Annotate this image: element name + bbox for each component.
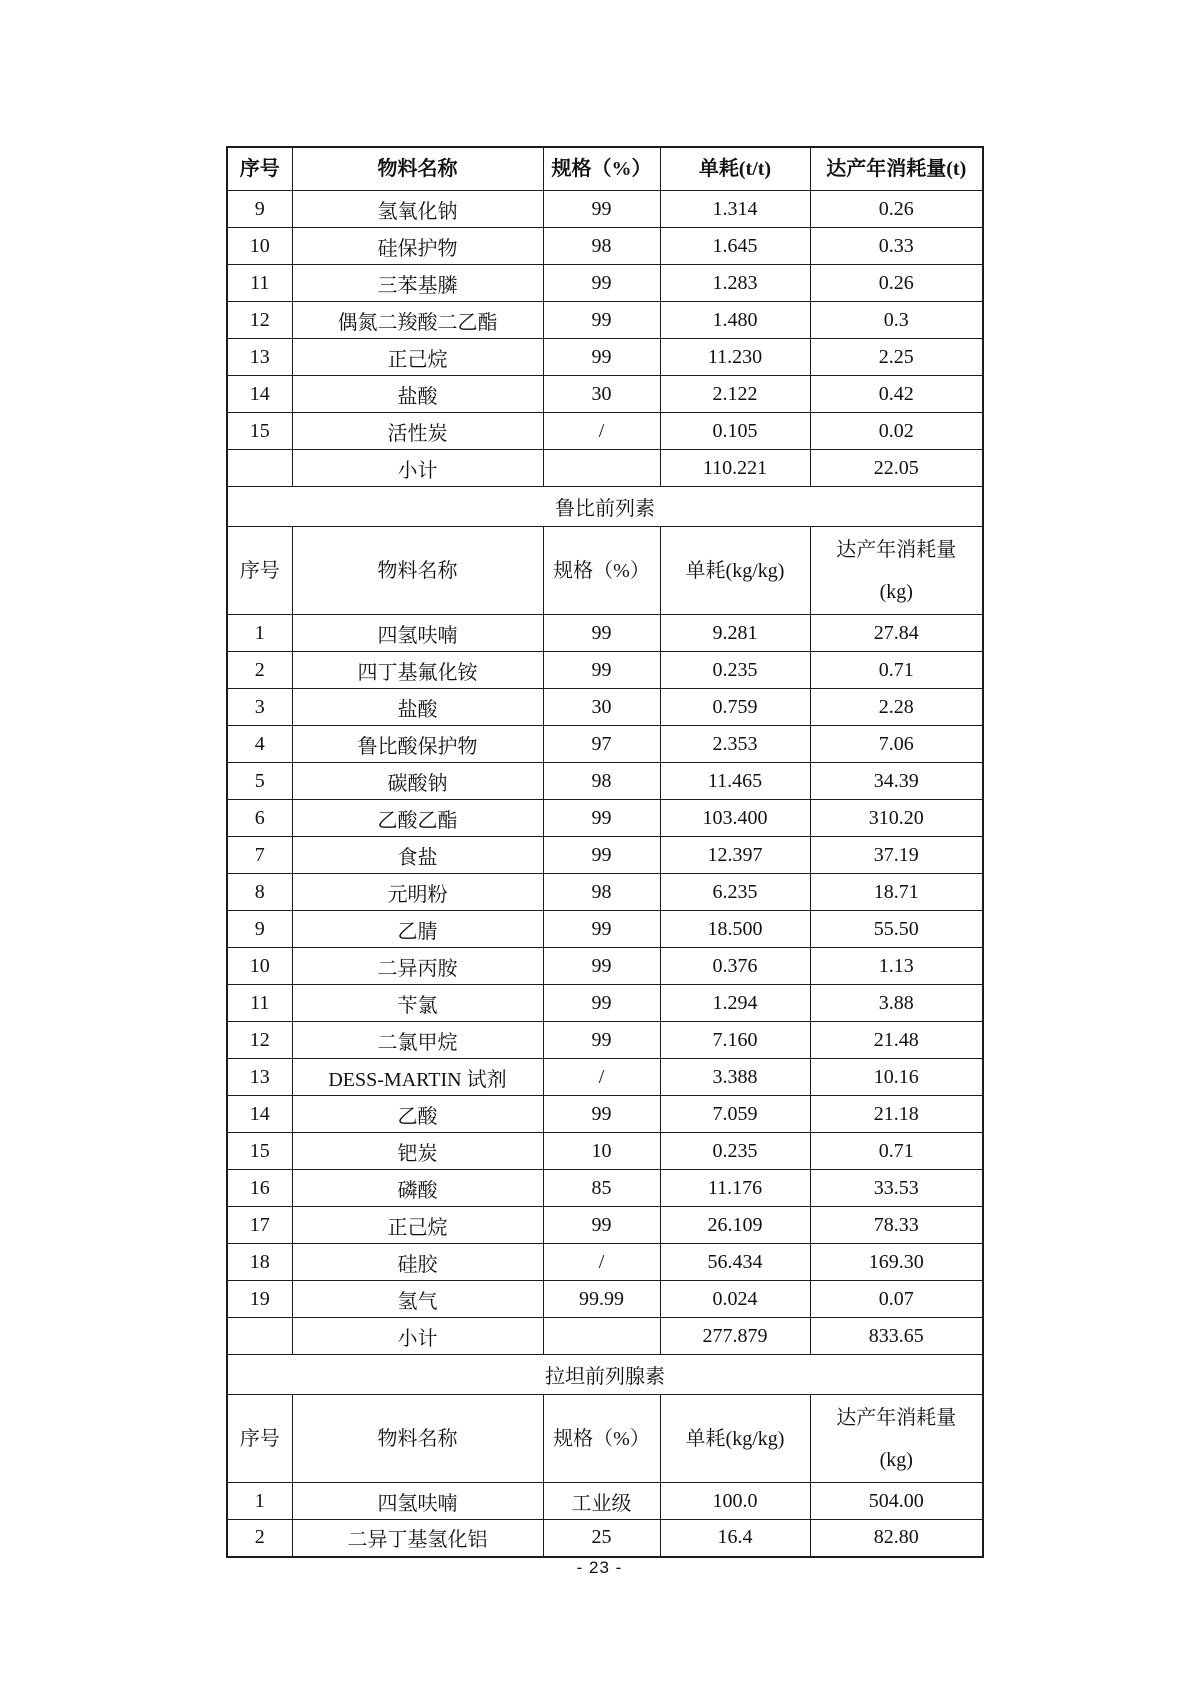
cell-unit-consumption: 1.283	[660, 265, 810, 302]
table-row	[227, 726, 983, 763]
section-title: 拉坦前列腺素	[227, 1355, 983, 1395]
cell-annual-consumption: 18.71	[810, 874, 983, 911]
table-row	[227, 191, 983, 228]
cell-material-name: 食盐	[292, 837, 543, 874]
cell-unit-consumption: 2.353	[660, 726, 810, 763]
section-title: 鲁比前列素	[227, 487, 983, 527]
cell-annual-consumption: 7.06	[810, 726, 983, 763]
cell-annual-consumption: 2.25	[810, 339, 983, 376]
cell-annual-consumption: 37.19	[810, 837, 983, 874]
section-title-row	[227, 487, 983, 527]
cell-annual-consumption: 504.00	[810, 1483, 983, 1520]
cell-material-name: 磷酸	[292, 1170, 543, 1207]
cell-annual-consumption: 33.53	[810, 1170, 983, 1207]
header-row	[227, 527, 983, 615]
cell-seq: 1	[227, 615, 292, 652]
header-line: 达产年消耗量	[836, 1406, 957, 1429]
cell-spec-percent: 99	[543, 911, 660, 948]
cell-unit-consumption: 277.879	[660, 1318, 810, 1355]
cell-material-name: 硅胶	[292, 1244, 543, 1281]
header-line: 规格（%）	[553, 559, 650, 582]
cell-seq: 17	[227, 1207, 292, 1244]
cell-annual-consumption: 21.18	[810, 1096, 983, 1133]
header-line: 物料名称	[377, 158, 458, 180]
cell-annual-consumption: 82.80	[810, 1520, 983, 1557]
cell-seq: 8	[227, 874, 292, 911]
cell-material-name: 正己烷	[292, 339, 543, 376]
header-line: 单耗(kg/kg)	[685, 1427, 785, 1450]
cell-seq: 9	[227, 911, 292, 948]
cell-spec-percent: /	[543, 1059, 660, 1096]
cell-unit-consumption: 103.400	[660, 800, 810, 837]
cell-seq: 10	[227, 228, 292, 265]
header-line: 物料名称	[377, 559, 458, 582]
column-header	[227, 1395, 292, 1483]
cell-seq: 15	[227, 1133, 292, 1170]
cell-material-name: 硅保护物	[292, 228, 543, 265]
cell-unit-consumption: 0.235	[660, 652, 810, 689]
cell-unit-consumption: 1.480	[660, 302, 810, 339]
cell-unit-consumption: 110.221	[660, 450, 810, 487]
cell-annual-consumption: 310.20	[810, 800, 983, 837]
cell-unit-consumption: 26.109	[660, 1207, 810, 1244]
cell-seq: 14	[227, 376, 292, 413]
header-line: 物料名称	[377, 1427, 458, 1450]
cell-spec-percent: 99	[543, 1096, 660, 1133]
column-header	[543, 147, 660, 191]
cell-unit-consumption: 0.376	[660, 948, 810, 985]
materials-table-body	[227, 147, 983, 1557]
section-title-row	[227, 1355, 983, 1395]
header-line: 达产年消耗量(t)	[826, 158, 967, 180]
cell-spec-percent: 99	[543, 265, 660, 302]
cell-seq: 2	[227, 1520, 292, 1557]
cell-spec-percent: 30	[543, 376, 660, 413]
table-row	[227, 1170, 983, 1207]
table-row	[227, 874, 983, 911]
cell-annual-consumption: 0.02	[810, 413, 983, 450]
table-row	[227, 1318, 983, 1355]
cell-unit-consumption: 6.235	[660, 874, 810, 911]
table-row	[227, 228, 983, 265]
column-header	[227, 147, 292, 191]
column-header	[660, 527, 810, 615]
cell-unit-consumption: 1.314	[660, 191, 810, 228]
cell-seq: 11	[227, 265, 292, 302]
materials-table	[226, 146, 984, 1558]
column-header	[810, 1395, 983, 1483]
cell-annual-consumption: 1.13	[810, 948, 983, 985]
cell-annual-consumption: 0.07	[810, 1281, 983, 1318]
cell-seq: 12	[227, 302, 292, 339]
cell-annual-consumption: 0.33	[810, 228, 983, 265]
table-row	[227, 1059, 983, 1096]
table-row	[227, 652, 983, 689]
cell-spec-percent: 99.99	[543, 1281, 660, 1318]
cell-spec-percent: 97	[543, 726, 660, 763]
cell-unit-consumption: 0.024	[660, 1281, 810, 1318]
cell-spec-percent: 工业级	[543, 1483, 660, 1520]
cell-material-name: 活性炭	[292, 413, 543, 450]
cell-seq: 11	[227, 985, 292, 1022]
header-line: 单耗(kg/kg)	[685, 559, 785, 582]
cell-material-name: 二异丁基氢化铝	[292, 1520, 543, 1557]
table-row	[227, 1022, 983, 1059]
cell-spec-percent: 99	[543, 948, 660, 985]
cell-material-name: 小计	[292, 450, 543, 487]
table-row	[227, 911, 983, 948]
cell-unit-consumption: 16.4	[660, 1520, 810, 1557]
cell-annual-consumption: 21.48	[810, 1022, 983, 1059]
header-line: 序号	[239, 559, 280, 582]
table-row	[227, 985, 983, 1022]
table-row	[227, 1244, 983, 1281]
cell-spec-percent: 99	[543, 652, 660, 689]
table-row	[227, 763, 983, 800]
table-row	[227, 1520, 983, 1557]
cell-spec-percent: 99	[543, 837, 660, 874]
table-row	[227, 1133, 983, 1170]
cell-spec-percent: 98	[543, 763, 660, 800]
cell-spec-percent: 85	[543, 1170, 660, 1207]
table-row	[227, 1483, 983, 1520]
header-line: 达产年消耗量	[836, 538, 957, 561]
cell-spec-percent	[543, 1318, 660, 1355]
cell-seq: 19	[227, 1281, 292, 1318]
cell-seq: 9	[227, 191, 292, 228]
cell-spec-percent: 99	[543, 339, 660, 376]
cell-spec-percent: 99	[543, 191, 660, 228]
table-row	[227, 339, 983, 376]
cell-spec-percent: 10	[543, 1133, 660, 1170]
cell-spec-percent: 25	[543, 1520, 660, 1557]
cell-material-name: 四丁基氟化铵	[292, 652, 543, 689]
cell-seq: 7	[227, 837, 292, 874]
cell-spec-percent: 98	[543, 228, 660, 265]
cell-material-name: 钯炭	[292, 1133, 543, 1170]
cell-unit-consumption: 9.281	[660, 615, 810, 652]
cell-annual-consumption: 78.33	[810, 1207, 983, 1244]
cell-unit-consumption: 0.759	[660, 689, 810, 726]
cell-seq: 1	[227, 1483, 292, 1520]
cell-material-name: 苄氯	[292, 985, 543, 1022]
table-row	[227, 413, 983, 450]
cell-material-name: 小计	[292, 1318, 543, 1355]
cell-unit-consumption: 3.388	[660, 1059, 810, 1096]
cell-unit-consumption: 11.176	[660, 1170, 810, 1207]
cell-seq: 10	[227, 948, 292, 985]
cell-unit-consumption: 100.0	[660, 1483, 810, 1520]
cell-spec-percent: /	[543, 1244, 660, 1281]
header-row	[227, 147, 983, 191]
cell-annual-consumption: 0.26	[810, 191, 983, 228]
column-header	[292, 1395, 543, 1483]
table-row	[227, 302, 983, 339]
cell-spec-percent: 99	[543, 615, 660, 652]
cell-annual-consumption: 833.65	[810, 1318, 983, 1355]
cell-unit-consumption: 1.645	[660, 228, 810, 265]
cell-unit-consumption: 0.235	[660, 1133, 810, 1170]
cell-material-name: 乙酸	[292, 1096, 543, 1133]
column-header	[543, 527, 660, 615]
cell-seq: 16	[227, 1170, 292, 1207]
cell-material-name: 元明粉	[292, 874, 543, 911]
cell-annual-consumption: 0.71	[810, 1133, 983, 1170]
cell-spec-percent: 99	[543, 985, 660, 1022]
cell-material-name: DESS-MARTIN 试剂	[292, 1059, 543, 1096]
cell-annual-consumption: 0.71	[810, 652, 983, 689]
cell-seq: 12	[227, 1022, 292, 1059]
column-header	[660, 1395, 810, 1483]
cell-unit-consumption: 12.397	[660, 837, 810, 874]
cell-annual-consumption: 0.3	[810, 302, 983, 339]
cell-spec-percent: 98	[543, 874, 660, 911]
cell-seq: 5	[227, 763, 292, 800]
cell-material-name: 鲁比酸保护物	[292, 726, 543, 763]
cell-seq: 4	[227, 726, 292, 763]
cell-seq	[227, 1318, 292, 1355]
cell-spec-percent: 99	[543, 1207, 660, 1244]
header-row	[227, 1395, 983, 1483]
cell-material-name: 四氢呋喃	[292, 1483, 543, 1520]
page-number: - 23 -	[576, 1558, 623, 1577]
cell-material-name: 四氢呋喃	[292, 615, 543, 652]
table-row	[227, 376, 983, 413]
cell-annual-consumption: 27.84	[810, 615, 983, 652]
table-row	[227, 1281, 983, 1318]
header-line: 规格（%）	[551, 158, 652, 180]
table-row	[227, 1096, 983, 1133]
table-row	[227, 615, 983, 652]
column-header	[810, 527, 983, 615]
cell-spec-percent	[543, 450, 660, 487]
cell-material-name: 二氯甲烷	[292, 1022, 543, 1059]
cell-spec-percent: 99	[543, 1022, 660, 1059]
cell-annual-consumption: 169.30	[810, 1244, 983, 1281]
table-row	[227, 1207, 983, 1244]
cell-annual-consumption: 34.39	[810, 763, 983, 800]
header-line: (kg)	[879, 580, 913, 603]
header-line: 序号	[239, 158, 280, 180]
column-header	[292, 147, 543, 191]
header-line: 序号	[239, 1427, 280, 1450]
cell-spec-percent: 99	[543, 302, 660, 339]
cell-annual-consumption: 0.26	[810, 265, 983, 302]
cell-annual-consumption: 3.88	[810, 985, 983, 1022]
cell-unit-consumption: 56.434	[660, 1244, 810, 1281]
table-row	[227, 948, 983, 985]
header-line: (kg)	[879, 1448, 913, 1471]
cell-unit-consumption: 2.122	[660, 376, 810, 413]
cell-annual-consumption: 0.42	[810, 376, 983, 413]
table-row	[227, 800, 983, 837]
cell-material-name: 偶氮二羧酸二乙酯	[292, 302, 543, 339]
cell-unit-consumption: 1.294	[660, 985, 810, 1022]
header-line: 单耗(t/t)	[698, 158, 772, 180]
header-line: 规格（%）	[553, 1427, 650, 1450]
cell-unit-consumption: 7.059	[660, 1096, 810, 1133]
cell-material-name: 盐酸	[292, 689, 543, 726]
cell-unit-consumption: 0.105	[660, 413, 810, 450]
cell-material-name: 氢氧化钠	[292, 191, 543, 228]
table-row	[227, 450, 983, 487]
cell-unit-consumption: 11.465	[660, 763, 810, 800]
cell-unit-consumption: 18.500	[660, 911, 810, 948]
cell-seq: 18	[227, 1244, 292, 1281]
cell-spec-percent: 99	[543, 800, 660, 837]
cell-seq	[227, 450, 292, 487]
table-row	[227, 837, 983, 874]
cell-material-name: 盐酸	[292, 376, 543, 413]
cell-seq: 2	[227, 652, 292, 689]
column-header	[810, 147, 983, 191]
cell-seq: 3	[227, 689, 292, 726]
cell-unit-consumption: 7.160	[660, 1022, 810, 1059]
table-row	[227, 689, 983, 726]
cell-seq: 15	[227, 413, 292, 450]
column-header	[543, 1395, 660, 1483]
cell-material-name: 二异丙胺	[292, 948, 543, 985]
cell-seq: 6	[227, 800, 292, 837]
cell-material-name: 氢气	[292, 1281, 543, 1318]
cell-seq: 13	[227, 339, 292, 376]
cell-seq: 13	[227, 1059, 292, 1096]
cell-material-name: 乙酸乙酯	[292, 800, 543, 837]
cell-material-name: 正己烷	[292, 1207, 543, 1244]
cell-unit-consumption: 11.230	[660, 339, 810, 376]
cell-annual-consumption: 10.16	[810, 1059, 983, 1096]
cell-spec-percent: /	[543, 413, 660, 450]
table-row	[227, 265, 983, 302]
cell-annual-consumption: 55.50	[810, 911, 983, 948]
cell-material-name: 乙腈	[292, 911, 543, 948]
cell-annual-consumption: 2.28	[810, 689, 983, 726]
column-header	[660, 147, 810, 191]
cell-annual-consumption: 22.05	[810, 450, 983, 487]
cell-seq: 14	[227, 1096, 292, 1133]
column-header	[227, 527, 292, 615]
cell-spec-percent: 30	[543, 689, 660, 726]
cell-material-name: 碳酸钠	[292, 763, 543, 800]
cell-material-name: 三苯基膦	[292, 265, 543, 302]
column-header	[292, 527, 543, 615]
